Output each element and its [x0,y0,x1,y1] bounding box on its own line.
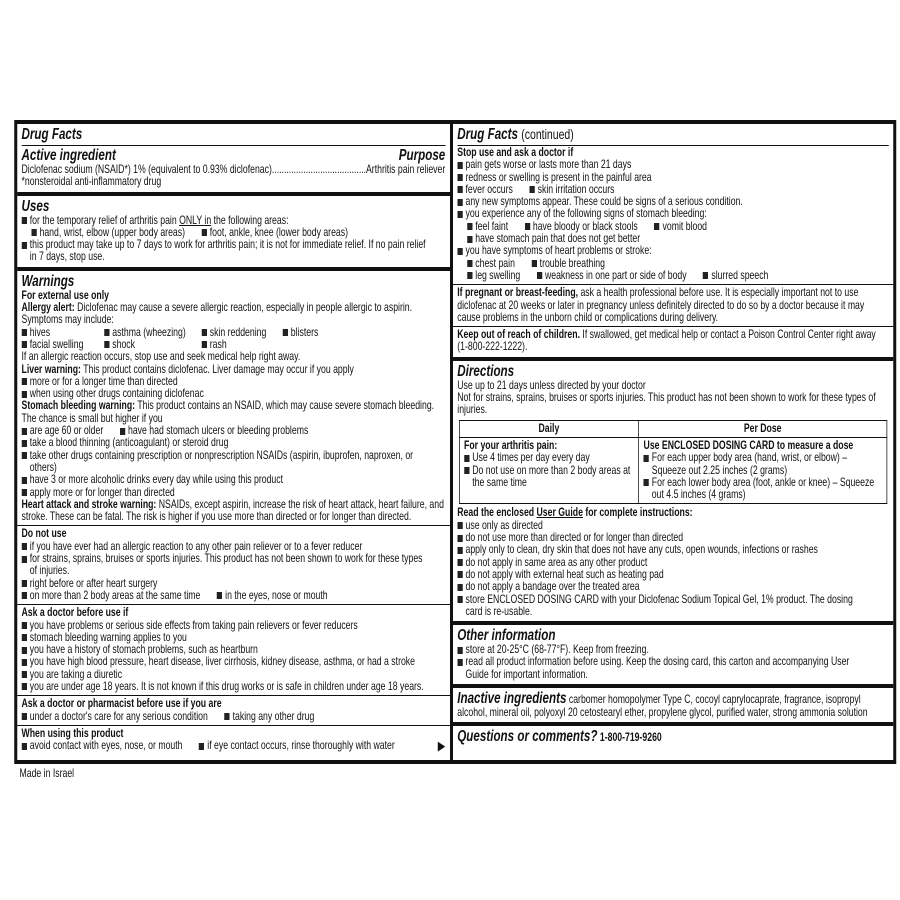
paragraph-text: This product contains diclofenac. Liver damage may occur if you apply [83,362,354,376]
square-bullet-icon [22,329,27,336]
bullet-row [22,474,446,486]
paragraph [457,329,888,354]
inline-heading-block [457,690,888,719]
section-heading [457,627,888,644]
text: the following areas: [211,213,289,227]
square-bullet-icon [644,479,649,486]
square-bullet-icon [104,329,109,336]
square-bullet-icon [654,223,659,230]
table-row [459,437,887,503]
cell-title: Use ENCLOSED DOSING CARD to measure a dose [643,438,854,452]
bullet-row [457,159,888,171]
text: in the eyes, nose or mouth [225,588,328,602]
square-bullet-icon [457,535,462,542]
bullet-row [22,437,446,449]
bullet-item [457,544,818,556]
lead-in: Stomach bleeding warning: [21,399,136,413]
square-bullet-icon [22,341,27,348]
dot-leader [272,164,366,176]
square-bullet-icon [457,162,462,169]
symptom: rash [209,337,227,351]
text: are age 60 or older [29,424,104,438]
dosing-table [459,420,887,505]
square-bullet-icon [22,452,27,459]
text: Read the enclosed [457,506,537,520]
square-bullet-icon [457,174,462,181]
bullet-item [464,452,590,464]
square-bullet-icon [199,743,204,750]
bullet-item [22,711,208,723]
bullet-row [457,544,888,556]
bullet-row [22,239,446,264]
bullet-row [457,270,888,282]
bullet-row [644,452,882,477]
square-bullet-icon [529,186,534,193]
paragraph-text: ask a health professional before use. It is especially important not to use diclofenac at 20 weeks or later in pregnancy unless definitely directed to do so by a doctor because it may cause problems in the unborn child or complications during delivery. [457,286,865,324]
square-bullet-icon [644,455,649,462]
lead-in: Liver warning: [21,362,81,376]
text: you have symptoms of heart problems or stroke: [465,244,652,258]
table-header-row [459,420,887,437]
text: you have problems or serious side effects from taking pain relievers or fever reducers [29,618,358,632]
square-bullet-icon [22,659,27,666]
paragraph-text: Diclofenac may cause a severe allergic reaction, especially in people allergic to aspirin. Symptoms may include: [21,301,413,327]
text: weakness in one part or side of body [544,268,687,282]
text: taking any other drug [232,709,315,723]
bullet-item [457,581,639,593]
text: for the temporary relief of arthritis pain [29,213,180,227]
section [17,196,450,271]
text: For each upper body area (hand, wrist, or elbow) – Squeeze out 2.25 inches (2 grams) [651,451,848,477]
paragraph [22,400,446,425]
square-bullet-icon [202,341,207,348]
bullet-row [464,452,634,464]
lead-in: Keep out of reach of children. [457,328,580,342]
cell-title: For your arthritis pain: [464,438,558,452]
text: hand, wrist, elbow (upper body areas) [39,225,186,239]
column-header: Daily [459,420,639,437]
section-heading [22,198,446,215]
text: use only as directed [465,518,543,532]
square-bullet-icon [22,378,27,385]
heading-text: Drug Facts [21,126,83,143]
text: redness or swelling is present in the painful area [465,170,652,184]
text: pain gets worse or lasts more than 21 days [465,158,632,172]
paragraph [22,499,446,524]
text: this product may take up to 7 days to work for arthritis pain; it is not for immediate relief. If no pain relief in 7 days, stop use. [29,238,426,264]
paragraph-text: If an allergic reaction occurs, stop use and seek medical help right away. [21,350,301,364]
square-bullet-icon [525,223,530,230]
square-bullet-icon [224,713,229,720]
paragraph-text: If swallowed, get medical help or contact a Poison Control Center right away (1-800-222-1222). [457,328,876,354]
square-bullet-icon [457,571,462,578]
grid-cell [283,327,373,339]
text: do not use more than directed or for longer than directed [465,531,684,545]
symptoms-grid [22,327,446,352]
purpose-heading: Purpose [398,147,446,164]
bullet-item [22,474,284,486]
square-bullet-icon [467,236,472,243]
text: skin irritation occurs [537,182,615,196]
drug-facts-right-panel [453,124,893,760]
paragraph [22,302,446,327]
bullet-row [22,590,446,602]
square-bullet-icon [703,272,708,279]
section [453,688,893,726]
bullet-item [457,159,631,171]
bullet-item [22,437,229,449]
square-bullet-icon [467,260,472,267]
bullet-item [22,590,201,602]
section-body: carbomer homopolymer Type C, cocoyl caprylocaprate, fragrance, isopropyl alcohol, mineral oil, polyoxyl 20 cetostearyl ether, propylene glycol, purified water, strong ammonia solution [457,692,868,719]
bullet-item [457,208,706,220]
text: for complete instructions: [582,506,693,520]
text: when using other drugs containing diclofenac [29,387,204,401]
symptom: asthma (wheezing) [112,325,186,339]
text: leg swelling [475,268,521,282]
text: have stomach pain that does not get better [475,232,641,246]
section [453,124,893,361]
lead-in: If pregnant or breast-feeding, [457,286,579,300]
divider [17,604,450,605]
text: you have a history of stomach problems, such as heartburn [29,643,258,657]
lead-in: Heart attack and stroke warning: [21,497,157,511]
bullet-row [457,208,888,220]
bullet-item [217,590,328,602]
subheading: For external use only [21,288,109,302]
heading-text: Warnings [21,272,75,290]
text: avoid contact with eyes, nose, or mouth [29,739,183,753]
square-bullet-icon [457,659,462,666]
square-bullet-icon [537,272,542,279]
heading-text: Uses [21,197,50,215]
bullet-item [644,477,882,502]
square-bullet-icon [467,223,472,230]
square-bullet-icon [464,467,469,474]
text: apply more or for longer than directed [29,485,175,499]
text: you have high blood pressure, heart disease, liver cirrhosis, kidney disease, asthma, or had a stroke [29,655,415,669]
square-bullet-icon [457,522,462,529]
square-bullet-icon [22,743,27,750]
subheading: Ask a doctor before use if [21,606,129,620]
square-bullet-icon [22,477,27,484]
text: store ENCLOSED DOSING CARD with your Diclofenac Sodium Topical Gel, 1% product. The dosing card is re-usable. [465,592,853,618]
square-bullet-icon [457,199,462,206]
square-bullet-icon [202,329,207,336]
square-bullet-icon [22,391,27,398]
square-bullet-icon [22,647,27,654]
bullet-item [224,711,314,723]
text: Use 4 times per day every day [472,451,590,465]
bullet-item [467,270,520,282]
bullet-row [22,711,446,723]
divider [17,725,450,726]
bullet-row [644,477,882,502]
text: do not apply a bandage over the treated area [465,580,640,594]
text: feel faint [475,219,509,233]
bullet-item [457,245,651,257]
section [453,361,893,625]
table-cell [639,437,887,503]
bullet-item [22,450,429,475]
square-bullet-icon [22,683,27,690]
bullet-item [22,740,183,752]
text: stomach bleeding warning applies to you [29,630,187,644]
subheading: Ask a doctor or pharmacist before use if you are [21,697,222,711]
section-heading [457,126,888,146]
heading-suffix: (continued) [521,126,574,142]
square-bullet-icon [22,440,27,447]
bullet-item [457,656,872,681]
bullet-row [457,581,888,593]
bullet-row [22,553,446,578]
text-segments [457,506,692,519]
heading-text: Other information [457,627,556,645]
paragraph-text: Not for strains, sprains, bruises or sports injuries. This product has not been shown to work for these types of injuries. [457,391,876,417]
text: have bloody or black stools [532,219,638,233]
symptom: hives [29,325,51,339]
square-bullet-icon [22,428,27,435]
divider [17,695,450,696]
symptom: blisters [290,325,319,339]
bullet-row [457,594,888,619]
square-bullet-icon [457,647,462,654]
square-bullet-icon [464,455,469,462]
bullet-row [457,656,888,681]
bullet-item [22,656,415,668]
active-ingredient-heading: Active ingredient [21,147,116,164]
underlined-text: ONLY in [179,213,212,227]
section [453,625,893,688]
bullet-item [22,681,424,693]
bullet-item [22,553,429,578]
text: you experience any of the following signs of stomach bleeding: [465,207,707,221]
heading-text: Drug Facts [457,126,518,143]
section [17,124,450,196]
text: chest pain [475,256,515,270]
active-ingredient-header [22,147,446,164]
section-heading [22,126,446,146]
text: on more than 2 body areas at the same time [29,588,201,602]
text: have 3 or more alcoholic drinks every day while using this product [29,473,284,487]
subheading [457,507,888,519]
square-bullet-icon [22,671,27,678]
paragraph-text: Use up to 21 days unless directed by your doctor [457,378,646,392]
square-bullet-icon [22,713,27,720]
bullet-row [22,740,446,752]
heading-text: Directions [457,362,515,380]
made-in-text: Made in Israel [19,767,75,780]
section [453,726,893,760]
text: Do not use on more than 2 body areas at the same time [472,463,631,489]
lead-in: Allergy alert: [21,301,75,315]
text: do not apply with external heat such as heating pad [465,567,664,581]
square-bullet-icon [457,547,462,554]
section-heading: Questions or comments? [457,728,598,746]
bullet-item [654,221,707,233]
square-bullet-icon [457,248,462,255]
bullet-item [537,270,687,282]
section-body: 1-800-719-9260 [599,731,662,745]
square-bullet-icon [457,584,462,591]
square-bullet-icon [22,242,27,249]
square-bullet-icon [217,592,222,599]
symptom: shock [112,337,135,351]
text: you are taking a diuretic [29,667,123,681]
subheading: Do not use [21,527,67,541]
square-bullet-icon [22,556,27,563]
drug-facts-label [14,120,896,764]
bullet-item [703,270,768,282]
text: foot, ankle, knee (lower body areas) [209,225,348,239]
text: more or for a longer time than directed [29,374,178,388]
bullet-row [22,656,446,668]
divider [453,326,893,327]
text: slurred speech [711,268,769,282]
square-bullet-icon [22,634,27,641]
text: do not apply in same area as any other product [465,555,648,569]
text: any new symptoms appear. These could be signs of a serious condition. [465,195,743,209]
section [17,271,450,760]
table-cell [459,437,639,503]
text: if eye contact occurs, rinse thoroughly with water [207,739,395,753]
text: you are under age 18 years. It is not known if this drug works or is safe in children under age 18 years. [29,679,424,693]
text: store at 20-25°C (68-77°F). Keep from freezing. [465,643,649,657]
subheading: Stop use and ask a doctor if [457,146,574,159]
square-bullet-icon [202,229,207,236]
paragraph [457,392,888,417]
bullet-item [199,740,395,752]
text: read all product information before using. Keep the dosing card, this carton and accompanying User Guide for important information. [465,655,850,681]
bullet-item [22,239,429,264]
square-bullet-icon [22,217,27,224]
square-bullet-icon [457,559,462,566]
subheading: When using this product [21,726,124,740]
ingredient-purpose: Arthritis pain reliever [366,163,446,176]
bullet-row [457,245,888,257]
text: vomit blood [662,219,708,233]
bullet-row [464,465,634,490]
square-bullet-icon [120,428,125,435]
symptom: facial swelling [29,337,84,351]
ingredient-name: Diclofenac sodium (NSAID*) 1% (equivalent to 0.93% diclofenac) [21,163,272,176]
bullet-row [457,172,888,184]
continued-arrow-icon: ▶ [437,738,446,754]
square-bullet-icon [531,260,536,267]
bullet-row [22,450,446,475]
underlined-text: User Guide [536,506,583,520]
divider [17,525,450,526]
paragraph [457,287,888,324]
section-heading [457,363,888,380]
divider [453,284,893,285]
drug-facts-left-panel [17,124,453,760]
square-bullet-icon [22,592,27,599]
text: fever occurs [465,182,513,196]
bullet-item [457,594,872,619]
square-bullet-icon [22,543,27,550]
square-bullet-icon [22,622,27,629]
text: take other drugs containing prescription or nonprescription NSAIDs (aspirin, ibuprofen, naproxen, or others) [29,448,414,474]
text: trouble breathing [539,256,605,270]
text: if you have ever had an allergic reaction to any other pain reliever or to a fever reducer [29,539,363,553]
square-bullet-icon [457,186,462,193]
text: take a blood thinning (anticoagulant) or steroid drug [29,436,229,450]
bullet-item [22,620,358,632]
paragraph-text: *nonsteroidal anti-inflammatory drug [21,175,162,189]
square-bullet-icon [104,341,109,348]
symptom: skin reddening [209,325,267,339]
square-bullet-icon [31,229,36,236]
column-header: Per Dose [639,420,887,437]
section-heading: Inactive ingredients [457,689,567,707]
text: for strains, sprains, bruises or sports injuries. This product has not been shown to work for these types of injuries. [29,552,423,578]
square-bullet-icon [457,596,462,603]
bullet-row [22,681,446,693]
square-bullet-icon [22,489,27,496]
text: right before or after heart surgery [29,576,158,590]
bullet-item [464,465,634,490]
square-bullet-icon [467,272,472,279]
section-heading [22,273,446,290]
bullet-item [644,452,882,477]
square-bullet-icon [22,580,27,587]
text: apply only to clean, dry skin that does not have any cuts, open wounds, infections or rashes [465,543,818,557]
square-bullet-icon [283,329,288,336]
paragraph-text: NSAIDs, except aspirin, increase the risk of heart attack, heart failure, and stroke. These can be fatal. The risk is higher if you use more than directed or for longer than directed. [21,497,444,524]
paragraph [22,364,446,376]
square-bullet-icon [457,211,462,218]
paragraph [22,176,446,188]
bullet-row [22,620,446,632]
text: have had stomach ulcers or bleeding problems [128,424,309,438]
text: For each lower body area (foot, ankle or knee) – Squeeze out 4.5 inches (4 grams) [651,475,875,502]
text: under a doctor's care for any serious condition [29,709,208,723]
paragraph-text: This product contains an NSAID, which may cause severe stomach bleeding. The chance is small but higher if you [21,399,435,425]
inline-heading-block [457,728,888,745]
